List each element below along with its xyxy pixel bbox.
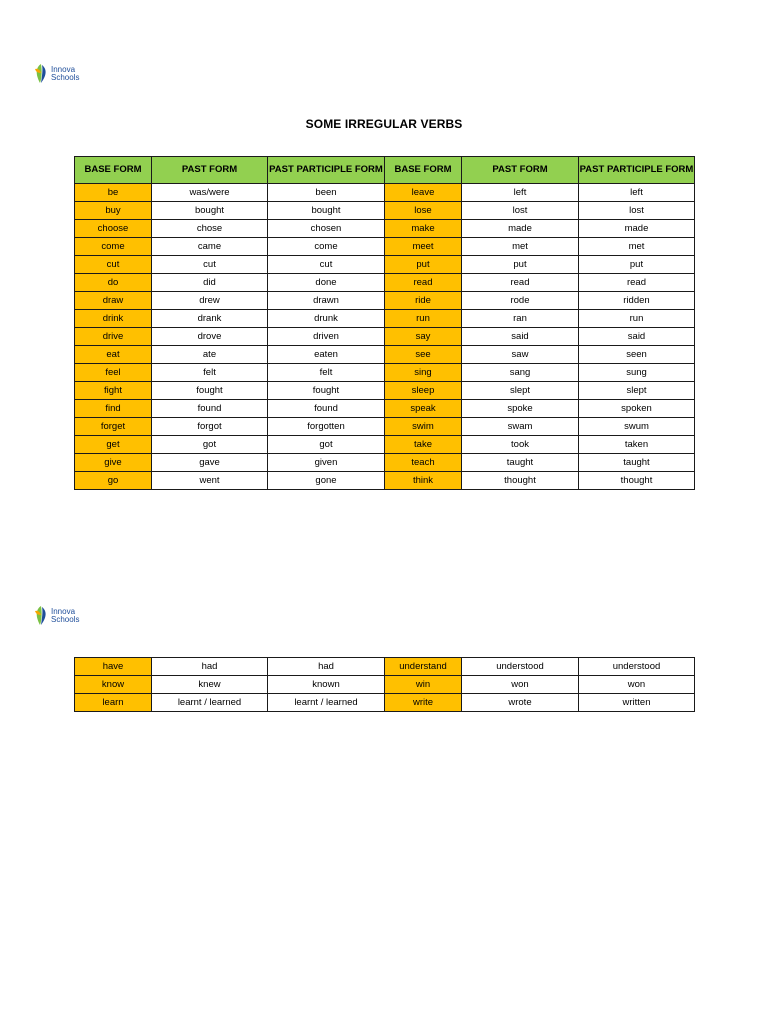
past-form-cell: won xyxy=(462,676,579,694)
base-form-cell: lose xyxy=(385,202,462,220)
past-participle-cell: run xyxy=(579,310,695,328)
past-form-cell: cut xyxy=(152,256,268,274)
table-row xyxy=(75,658,695,676)
past-participle-cell: known xyxy=(268,676,385,694)
past-participle-cell: made xyxy=(579,220,695,238)
table-row xyxy=(75,238,695,256)
base-form-cell: sing xyxy=(385,364,462,382)
leaf-logo-icon xyxy=(33,604,49,628)
base-form-cell: know xyxy=(75,676,152,694)
base-form-cell: make xyxy=(385,220,462,238)
base-form-cell: teach xyxy=(385,454,462,472)
past-participle-cell: slept xyxy=(579,382,695,400)
past-form-cell: came xyxy=(152,238,268,256)
table-row xyxy=(75,184,695,202)
page-title: SOME IRREGULAR VERBS xyxy=(305,117,463,131)
base-form-cell: buy xyxy=(75,202,152,220)
table-row xyxy=(75,328,695,346)
past-form-cell: left xyxy=(462,184,579,202)
past-participle-cell: thought xyxy=(579,472,695,490)
base-form-cell: be xyxy=(75,184,152,202)
table-body xyxy=(75,658,695,712)
past-participle-cell: taken xyxy=(579,436,695,454)
past-participle-cell: won xyxy=(579,676,695,694)
past-participle-cell: cut xyxy=(268,256,385,274)
base-form-cell: run xyxy=(385,310,462,328)
past-form-cell: ate xyxy=(152,346,268,364)
past-form-cell: felt xyxy=(152,364,268,382)
past-form-cell: drew xyxy=(152,292,268,310)
past-participle-cell: met xyxy=(579,238,695,256)
base-form-cell: fight xyxy=(75,382,152,400)
past-participle-cell: come xyxy=(268,238,385,256)
past-participle-cell: put xyxy=(579,256,695,274)
past-form-cell: gave xyxy=(152,454,268,472)
table-row xyxy=(75,274,695,292)
header-past-form: PAST FORM xyxy=(152,157,268,184)
past-participle-cell: lost xyxy=(579,202,695,220)
base-form-cell: ride xyxy=(385,292,462,310)
base-form-cell: go xyxy=(75,472,152,490)
logo-line2: Schools xyxy=(51,73,80,82)
base-form-cell: leave xyxy=(385,184,462,202)
past-participle-cell: left xyxy=(579,184,695,202)
past-form-cell: rode xyxy=(462,292,579,310)
base-form-cell: win xyxy=(385,676,462,694)
past-form-cell: drove xyxy=(152,328,268,346)
past-form-cell: slept xyxy=(462,382,579,400)
base-form-cell: feel xyxy=(75,364,152,382)
past-participle-cell: done xyxy=(268,274,385,292)
past-participle-cell: got xyxy=(268,436,385,454)
base-form-cell: meet xyxy=(385,238,462,256)
table-body xyxy=(75,184,695,490)
table-row xyxy=(75,256,695,274)
past-form-cell: ran xyxy=(462,310,579,328)
past-form-cell: took xyxy=(462,436,579,454)
table-row xyxy=(75,418,695,436)
base-form-cell: take xyxy=(385,436,462,454)
past-participle-cell: had xyxy=(268,658,385,676)
past-form-cell: did xyxy=(152,274,268,292)
past-participle-cell: written xyxy=(579,694,695,712)
base-form-cell: find xyxy=(75,400,152,418)
table-row xyxy=(75,472,695,490)
innova-schools-logo xyxy=(33,604,79,628)
past-form-cell: knew xyxy=(152,676,268,694)
base-form-cell: put xyxy=(385,256,462,274)
header-past-participle-form: PAST PARTICIPLE FORM xyxy=(579,157,695,184)
base-form-cell: say xyxy=(385,328,462,346)
base-form-cell: forget xyxy=(75,418,152,436)
base-form-cell: sleep xyxy=(385,382,462,400)
header-past-form: PAST FORM xyxy=(462,157,579,184)
past-form-cell: drank xyxy=(152,310,268,328)
past-participle-cell: fought xyxy=(268,382,385,400)
past-form-cell: was/were xyxy=(152,184,268,202)
past-participle-cell: eaten xyxy=(268,346,385,364)
past-participle-cell: driven xyxy=(268,328,385,346)
base-form-cell: understand xyxy=(385,658,462,676)
past-form-cell: sang xyxy=(462,364,579,382)
past-participle-cell: seen xyxy=(579,346,695,364)
logo-line1: Innova xyxy=(51,607,76,616)
table-row xyxy=(75,202,695,220)
base-form-cell: think xyxy=(385,472,462,490)
irregular-verbs-table-continued xyxy=(74,657,695,712)
base-form-cell: learn xyxy=(75,694,152,712)
past-form-cell: bought xyxy=(152,202,268,220)
past-participle-cell: found xyxy=(268,400,385,418)
table-row xyxy=(75,310,695,328)
base-form-cell: write xyxy=(385,694,462,712)
base-form-cell: have xyxy=(75,658,152,676)
past-participle-cell: felt xyxy=(268,364,385,382)
table-row xyxy=(75,400,695,418)
past-participle-cell: ridden xyxy=(579,292,695,310)
base-form-cell: swim xyxy=(385,418,462,436)
table-row xyxy=(75,364,695,382)
past-participle-cell: chosen xyxy=(268,220,385,238)
past-participle-cell: gone xyxy=(268,472,385,490)
base-form-cell: read xyxy=(385,274,462,292)
past-form-cell: wrote xyxy=(462,694,579,712)
header-past-participle-form: PAST PARTICIPLE FORM xyxy=(268,157,385,184)
past-form-cell: went xyxy=(152,472,268,490)
header-base-form: BASE FORM xyxy=(385,157,462,184)
past-form-cell: taught xyxy=(462,454,579,472)
header-row xyxy=(75,157,695,184)
past-form-cell: had xyxy=(152,658,268,676)
base-form-cell: draw xyxy=(75,292,152,310)
past-participle-cell: taught xyxy=(579,454,695,472)
table-row xyxy=(75,382,695,400)
past-form-cell: read xyxy=(462,274,579,292)
innova-schools-logo xyxy=(33,62,79,86)
past-participle-cell: sung xyxy=(579,364,695,382)
logo-text xyxy=(51,608,79,624)
logo-line2: Schools xyxy=(51,615,80,624)
base-form-cell: give xyxy=(75,454,152,472)
past-participle-cell: read xyxy=(579,274,695,292)
past-form-cell: lost xyxy=(462,202,579,220)
base-form-cell: do xyxy=(75,274,152,292)
past-participle-cell: drunk xyxy=(268,310,385,328)
table-row xyxy=(75,346,695,364)
past-participle-cell: swum xyxy=(579,418,695,436)
past-form-cell: learnt / learned xyxy=(152,694,268,712)
logo-text xyxy=(51,66,79,82)
base-form-cell: drive xyxy=(75,328,152,346)
base-form-cell: drink xyxy=(75,310,152,328)
base-form-cell: see xyxy=(385,346,462,364)
past-form-cell: got xyxy=(152,436,268,454)
base-form-cell: get xyxy=(75,436,152,454)
irregular-verbs-table xyxy=(74,156,695,490)
leaf-logo-icon xyxy=(33,62,49,86)
past-form-cell: understood xyxy=(462,658,579,676)
past-form-cell: said xyxy=(462,328,579,346)
logo-line1: Innova xyxy=(51,65,76,74)
past-form-cell: made xyxy=(462,220,579,238)
base-form-cell: speak xyxy=(385,400,462,418)
past-form-cell: saw xyxy=(462,346,579,364)
past-form-cell: fought xyxy=(152,382,268,400)
past-form-cell: met xyxy=(462,238,579,256)
past-participle-cell: spoken xyxy=(579,400,695,418)
past-participle-cell: been xyxy=(268,184,385,202)
base-form-cell: come xyxy=(75,238,152,256)
table-row xyxy=(75,694,695,712)
past-form-cell: chose xyxy=(152,220,268,238)
base-form-cell: eat xyxy=(75,346,152,364)
past-participle-cell: understood xyxy=(579,658,695,676)
table-row xyxy=(75,676,695,694)
past-form-cell: thought xyxy=(462,472,579,490)
header-base-form: BASE FORM xyxy=(75,157,152,184)
past-form-cell: found xyxy=(152,400,268,418)
table-row xyxy=(75,436,695,454)
past-participle-cell: learnt / learned xyxy=(268,694,385,712)
base-form-cell: cut xyxy=(75,256,152,274)
past-form-cell: put xyxy=(462,256,579,274)
table-row xyxy=(75,454,695,472)
past-form-cell: spoke xyxy=(462,400,579,418)
past-participle-cell: bought xyxy=(268,202,385,220)
past-participle-cell: drawn xyxy=(268,292,385,310)
past-participle-cell: said xyxy=(579,328,695,346)
past-form-cell: swam xyxy=(462,418,579,436)
past-participle-cell: given xyxy=(268,454,385,472)
past-participle-cell: forgotten xyxy=(268,418,385,436)
table-row xyxy=(75,292,695,310)
table-row xyxy=(75,220,695,238)
past-form-cell: forgot xyxy=(152,418,268,436)
base-form-cell: choose xyxy=(75,220,152,238)
